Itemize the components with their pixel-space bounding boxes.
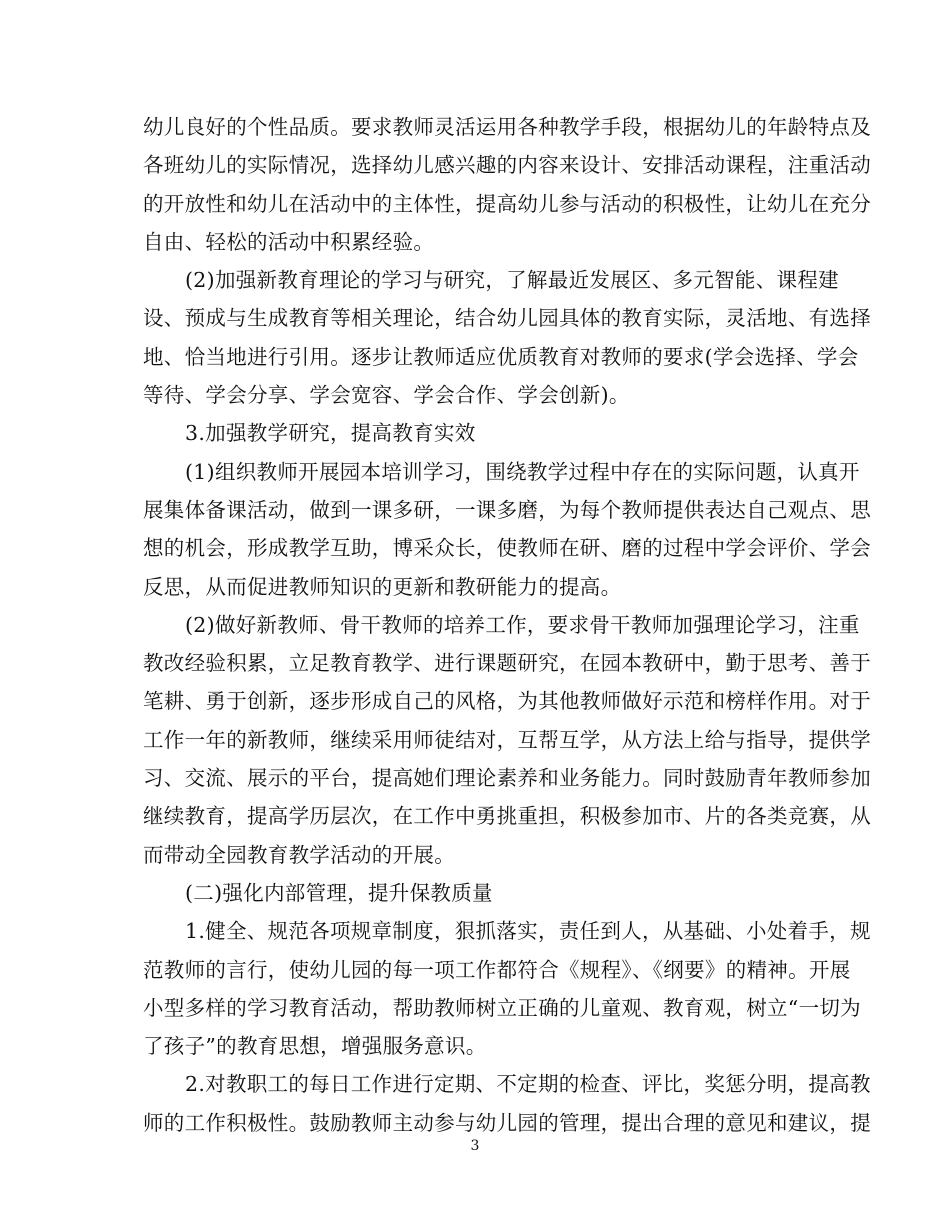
text-line: (1)组织教师开展园本培训学习，围绕教学过程中存在的实际问题，认真开: [185, 459, 860, 484]
text-line: 展集体备课活动，做到一课多研，一课多磨，为每个教师提供表达自己观点、思: [143, 497, 871, 522]
text-line: 的开放性和幼儿在活动中的主体性，提高幼儿参与活动的积极性，让幼儿在充分: [143, 191, 871, 216]
text-line: 幼儿良好的个性品质。要求教师灵活运用各种教学手段，根据幼儿的年龄特点及: [143, 115, 871, 139]
text-line: 而带动全园教育教学活动的开展。: [143, 842, 455, 867]
text-line: 习、交流、展示的平台，提高她们理论素养和业务能力。同时鼓励青年教师参加: [143, 766, 871, 791]
text-line: 范教师的言行，使幼儿园的每一项工作都符合《规程》、《纲要》的精神。开展: [143, 957, 851, 982]
text-line: 自由、轻松的活动中积累经验。: [143, 229, 435, 254]
text-line: 各班幼儿的实际情况，选择幼儿感兴趣的内容来设计、安排活动课程，注重活动: [143, 153, 871, 178]
text-line: 小型多样的学习教育活动，帮助教师树立正确的儿童观、教育观，树立“一切为: [143, 995, 861, 1020]
text-line: 设、预成与生成教育等相关理论，结合幼儿园具体的教育实际，灵活地、有选择: [143, 306, 871, 331]
text-line: 教改经验积累，立足教育教学、进行课题研究，在园本教研中，勤于思考、善于: [143, 651, 871, 676]
page-number: 3: [470, 1138, 480, 1154]
text-line: 想的机会，形成教学互助，博采众长，使教师在研、磨的过程中学会评价、学会: [143, 536, 871, 561]
text-line: 笔耕、勇于创新，逐步形成自己的风格，为其他教师做好示范和榜样作用。对于: [143, 689, 871, 714]
text-line: 了孩子”的教育思想，增强服务意识。: [143, 1034, 487, 1059]
text-line: 师的工作积极性。鼓励教师主动参与幼儿园的管理，提出合理的意见和建议，提: [143, 1110, 871, 1135]
text-line: 地、恰当地进行引用。逐步让教师适应优质教育对教师的要求(学会选择、学会: [143, 344, 859, 369]
text-line: 等待、学会分享、学会宽容、学会合作、学会创新)。: [143, 383, 630, 408]
text-line: 反思，从而促进教师知识的更新和教研能力的提高。: [143, 574, 622, 599]
text-line: 1.健全、规范各项规章制度，狠抓落实，责任到人，从基础、小处着手，规: [185, 919, 871, 944]
document-body: [143, 108, 871, 1142]
text-line: (2)做好新教师、骨干教师的培养工作，要求骨干教师加强理论学习，注重: [185, 612, 860, 637]
text-line: 3.加强教学研究，提高教育实效: [185, 421, 476, 446]
text-line: 继续教育，提高学历层次，在工作中勇挑重担，积极参加市、片的各类竞赛，从: [143, 804, 871, 829]
text-line: (二)强化内部管理，提升保教质量: [185, 880, 493, 905]
text-line: 2.对教职工的每日工作进行定期、不定期的检查、评比，奖惩分明，提高教: [185, 1072, 871, 1097]
text-line: (2)加强新教育理论的学习与研究，了解最近发展区、多元智能、课程建: [185, 268, 839, 293]
text-line: 工作一年的新教师，继续采用师徒结对，互帮互学，从方法上给与指导，提供学: [143, 727, 871, 752]
